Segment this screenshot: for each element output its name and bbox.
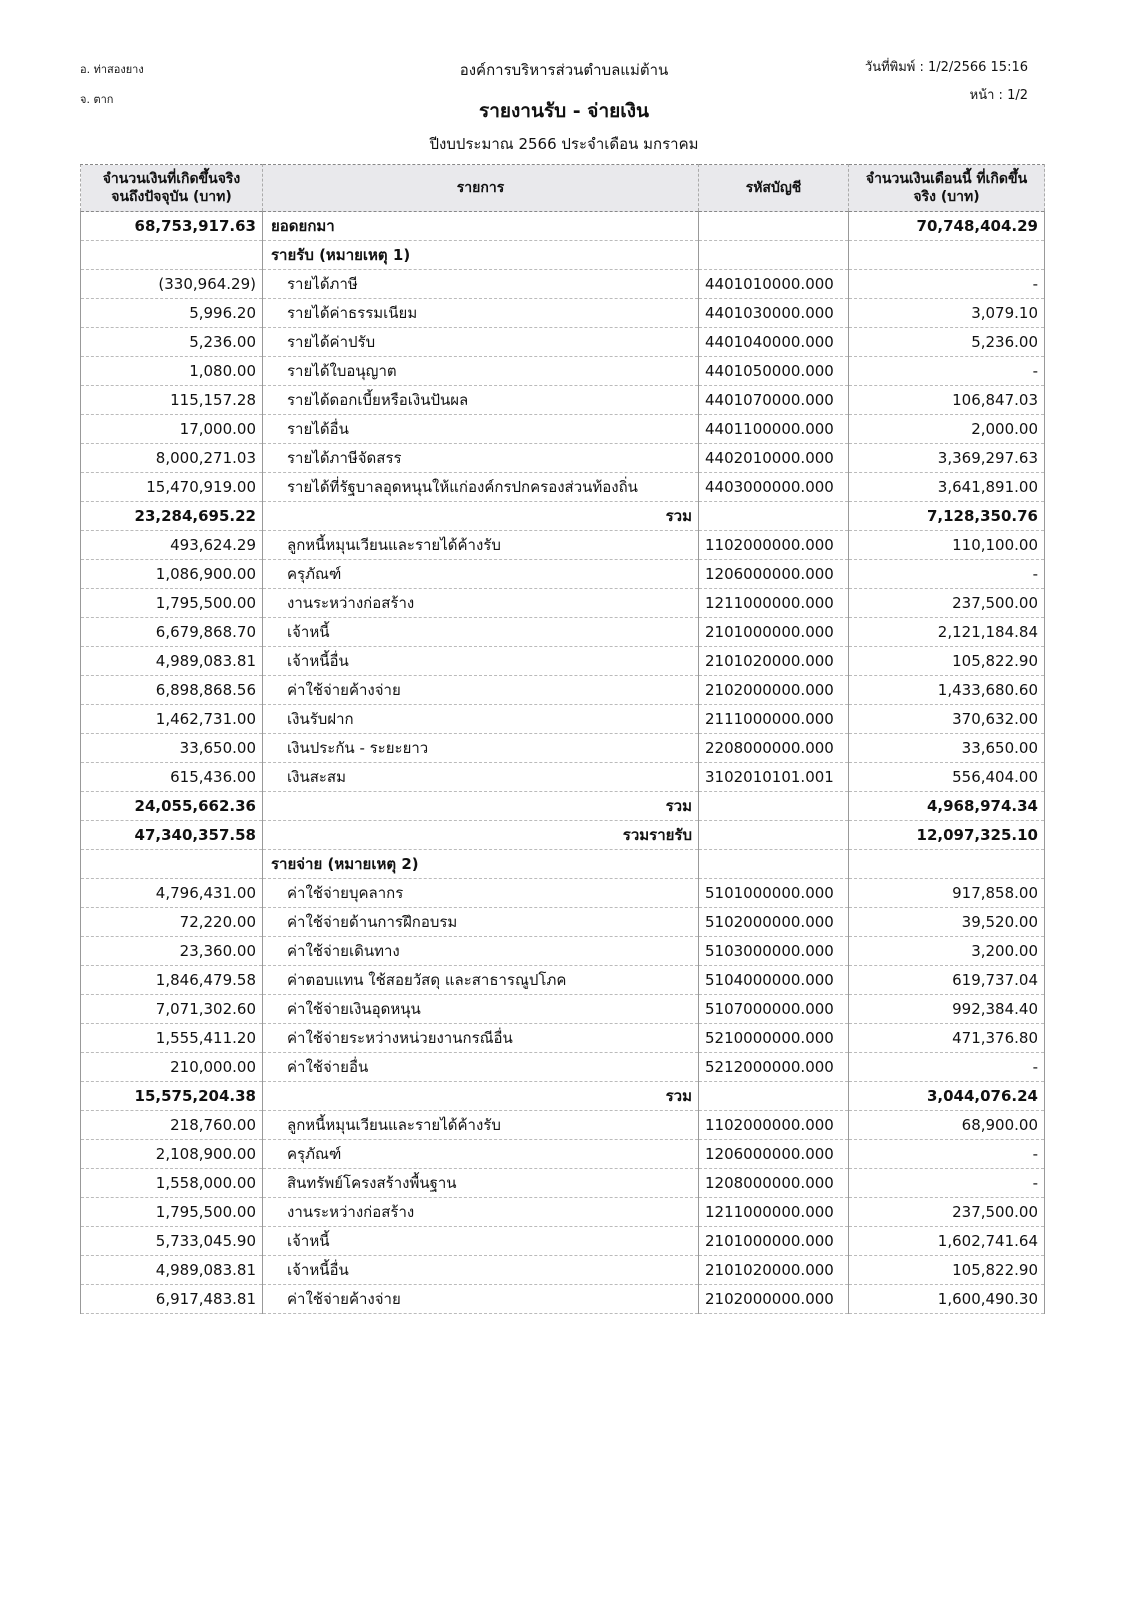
- column-header-actual-to-date: จำนวนเงินที่เกิดขึ้นจริง จนถึงปัจจุบัน (บาท): [81, 165, 263, 212]
- amount-to-date-cell: 33,650.00: [81, 734, 263, 763]
- amount-this-month-cell: 237,500.00: [849, 1198, 1045, 1227]
- district-label: อ. ท่าสองยาง: [80, 63, 144, 76]
- item-name-cell: เจ้าหนี้: [263, 618, 699, 647]
- item-name-cell: รายได้ดอกเบี้ยหรือเงินปันผล: [263, 386, 699, 415]
- table-row: [81, 908, 1045, 937]
- item-name-cell: รวมรายรับ: [263, 821, 699, 850]
- amount-to-date-cell: 1,795,500.00: [81, 589, 263, 618]
- item-name-cell: รายจ่าย (หมายเหตุ 2): [263, 850, 699, 879]
- account-code-cell: 1206000000.000: [699, 1140, 849, 1169]
- table-row: [81, 299, 1045, 328]
- account-code-cell: 2102000000.000: [699, 676, 849, 705]
- amount-to-date-cell: 1,080.00: [81, 357, 263, 386]
- amount-to-date-cell: 4,989,083.81: [81, 1256, 263, 1285]
- amount-this-month-cell: 3,369,297.63: [849, 444, 1045, 473]
- item-name-cell: ค่าใช้จ่ายระหว่างหน่วยงานกรณีอื่น: [263, 1024, 699, 1053]
- amount-this-month-cell: -: [849, 270, 1045, 299]
- item-name-cell: ลูกหนี้หมุนเวียนและรายได้ค้างรับ: [263, 531, 699, 560]
- item-name-cell: ค่าใช้จ่ายค้างจ่าย: [263, 1285, 699, 1314]
- item-name-cell: ยอดยกมา: [263, 212, 699, 241]
- column-header-this-month: จำนวนเงินเดือนนี้ ที่เกิดขึ้นจริง (บาท): [849, 165, 1045, 212]
- table-row: [81, 1024, 1045, 1053]
- amount-this-month-cell: -: [849, 1053, 1045, 1082]
- account-code-cell: 5102000000.000: [699, 908, 849, 937]
- table-row: [81, 618, 1045, 647]
- amount-to-date-cell: (330,964.29): [81, 270, 263, 299]
- item-name-cell: สินทรัพย์โครงสร้างพื้นฐาน: [263, 1169, 699, 1198]
- amount-this-month-cell: 105,822.90: [849, 647, 1045, 676]
- item-name-cell: เจ้าหนี้: [263, 1227, 699, 1256]
- amount-to-date-cell: 68,753,917.63: [81, 212, 263, 241]
- account-code-cell: 3102010101.001: [699, 763, 849, 792]
- account-code-cell: [699, 850, 849, 879]
- amount-to-date-cell: 1,555,411.20: [81, 1024, 263, 1053]
- amount-this-month-cell: 3,641,891.00: [849, 473, 1045, 502]
- table-row: [81, 386, 1045, 415]
- table-row: [81, 1256, 1045, 1285]
- amount-to-date-cell: 15,470,919.00: [81, 473, 263, 502]
- account-code-cell: 1102000000.000: [699, 531, 849, 560]
- account-code-cell: 2101020000.000: [699, 647, 849, 676]
- total-row: [81, 502, 1045, 531]
- table-row: [81, 1140, 1045, 1169]
- amount-to-date-cell: 6,917,483.81: [81, 1285, 263, 1314]
- amount-to-date-cell: 615,436.00: [81, 763, 263, 792]
- item-name-cell: งานระหว่างก่อสร้าง: [263, 589, 699, 618]
- amount-to-date-cell: 5,733,045.90: [81, 1227, 263, 1256]
- table-row: [81, 212, 1045, 241]
- column-header-item: รายการ: [263, 165, 699, 212]
- item-name-cell: เจ้าหนี้อื่น: [263, 647, 699, 676]
- amount-this-month-cell: [849, 241, 1045, 270]
- receipts-payments-table: [80, 164, 1045, 1314]
- account-code-cell: 5104000000.000: [699, 966, 849, 995]
- table-row: [81, 1053, 1045, 1082]
- amount-to-date-cell: 72,220.00: [81, 908, 263, 937]
- item-name-cell: รายได้อื่น: [263, 415, 699, 444]
- table-row: [81, 357, 1045, 386]
- amount-this-month-cell: 4,968,974.34: [849, 792, 1045, 821]
- account-code-cell: 2208000000.000: [699, 734, 849, 763]
- table-row: [81, 328, 1045, 357]
- item-name-cell: รายได้ที่รัฐบาลอุดหนุนให้แก่องค์กรปกครองส่วนท้องถิ่น: [263, 473, 699, 502]
- item-name-cell: รายรับ (หมายเหตุ 1): [263, 241, 699, 270]
- amount-this-month-cell: 619,737.04: [849, 966, 1045, 995]
- amount-to-date-cell: 23,284,695.22: [81, 502, 263, 531]
- item-name-cell: เจ้าหนี้อื่น: [263, 1256, 699, 1285]
- amount-to-date-cell: 4,989,083.81: [81, 647, 263, 676]
- table-row: [81, 560, 1045, 589]
- account-code-cell: [699, 502, 849, 531]
- account-code-cell: [699, 1082, 849, 1111]
- item-name-cell: ครุภัณฑ์: [263, 1140, 699, 1169]
- item-name-cell: ค่าใช้จ่ายบุคลากร: [263, 879, 699, 908]
- table-row: [81, 995, 1045, 1024]
- amount-to-date-cell: 210,000.00: [81, 1053, 263, 1082]
- amount-to-date-cell: 15,575,204.38: [81, 1082, 263, 1111]
- account-code-cell: 4401040000.000: [699, 328, 849, 357]
- item-name-cell: ค่าตอบแทน ใช้สอยวัสดุ และสาธารณูปโภค: [263, 966, 699, 995]
- amount-this-month-cell: 3,200.00: [849, 937, 1045, 966]
- amount-this-month-cell: 7,128,350.76: [849, 502, 1045, 531]
- amount-to-date-cell: 1,795,500.00: [81, 1198, 263, 1227]
- amount-this-month-cell: 3,044,076.24: [849, 1082, 1045, 1111]
- table-row: [81, 444, 1045, 473]
- item-name-cell: รวม: [263, 792, 699, 821]
- amount-this-month-cell: 70,748,404.29: [849, 212, 1045, 241]
- amount-this-month-cell: 471,376.80: [849, 1024, 1045, 1053]
- amount-to-date-cell: 4,796,431.00: [81, 879, 263, 908]
- amount-this-month-cell: 1,433,680.60: [849, 676, 1045, 705]
- account-code-cell: 1206000000.000: [699, 560, 849, 589]
- total-row: [81, 821, 1045, 850]
- item-name-cell: เงินรับฝาก: [263, 705, 699, 734]
- amount-to-date-cell: 1,846,479.58: [81, 966, 263, 995]
- table-row: [81, 270, 1045, 299]
- item-name-cell: รายได้ค่าธรรมเนียม: [263, 299, 699, 328]
- table-row: [81, 966, 1045, 995]
- account-code-cell: 4401050000.000: [699, 357, 849, 386]
- item-name-cell: รายได้ค่าปรับ: [263, 328, 699, 357]
- account-code-cell: 2101000000.000: [699, 618, 849, 647]
- account-code-cell: 2111000000.000: [699, 705, 849, 734]
- amount-this-month-cell: 12,097,325.10: [849, 821, 1045, 850]
- amount-this-month-cell: -: [849, 560, 1045, 589]
- column-header-account-code: รหัสบัญชี: [699, 165, 849, 212]
- amount-this-month-cell: 3,079.10: [849, 299, 1045, 328]
- item-name-cell: ค่าใช้จ่ายด้านการฝึกอบรม: [263, 908, 699, 937]
- account-code-cell: 5103000000.000: [699, 937, 849, 966]
- table-row: [81, 705, 1045, 734]
- table-header-row: [81, 165, 1045, 212]
- total-row: [81, 792, 1045, 821]
- amount-to-date-cell: 1,086,900.00: [81, 560, 263, 589]
- amount-to-date-cell: 1,558,000.00: [81, 1169, 263, 1198]
- account-code-cell: 5212000000.000: [699, 1053, 849, 1082]
- item-name-cell: เงินประกัน - ระยะยาว: [263, 734, 699, 763]
- table-row: [81, 676, 1045, 705]
- account-code-cell: [699, 212, 849, 241]
- amount-this-month-cell: 105,822.90: [849, 1256, 1045, 1285]
- item-name-cell: ครุภัณฑ์: [263, 560, 699, 589]
- amount-this-month-cell: 917,858.00: [849, 879, 1045, 908]
- account-code-cell: 1208000000.000: [699, 1169, 849, 1198]
- amount-to-date-cell: 218,760.00: [81, 1111, 263, 1140]
- section-row: [81, 241, 1045, 270]
- amount-this-month-cell: 106,847.03: [849, 386, 1045, 415]
- amount-to-date-cell: 6,679,868.70: [81, 618, 263, 647]
- amount-to-date-cell: 23,360.00: [81, 937, 263, 966]
- amount-to-date-cell: 5,996.20: [81, 299, 263, 328]
- account-code-cell: 1211000000.000: [699, 1198, 849, 1227]
- account-code-cell: 2101000000.000: [699, 1227, 849, 1256]
- item-name-cell: เงินสะสม: [263, 763, 699, 792]
- table-row: [81, 763, 1045, 792]
- account-code-cell: 2101020000.000: [699, 1256, 849, 1285]
- amount-this-month-cell: 1,600,490.30: [849, 1285, 1045, 1314]
- account-code-cell: 4403000000.000: [699, 473, 849, 502]
- table-row: [81, 1169, 1045, 1198]
- table-row: [81, 531, 1045, 560]
- item-name-cell: รวม: [263, 502, 699, 531]
- account-code-cell: 1211000000.000: [699, 589, 849, 618]
- amount-to-date-cell: [81, 850, 263, 879]
- amount-to-date-cell: 24,055,662.36: [81, 792, 263, 821]
- table-row: [81, 1198, 1045, 1227]
- amount-this-month-cell: -: [849, 357, 1045, 386]
- report-title: รายงานรับ - จ่ายเงิน: [478, 100, 650, 122]
- account-code-cell: 5107000000.000: [699, 995, 849, 1024]
- item-name-cell: ค่าใช้จ่ายเดินทาง: [263, 937, 699, 966]
- amount-to-date-cell: 493,624.29: [81, 531, 263, 560]
- account-code-cell: 2102000000.000: [699, 1285, 849, 1314]
- item-name-cell: ค่าใช้จ่ายอื่น: [263, 1053, 699, 1082]
- table-row: [81, 589, 1045, 618]
- amount-to-date-cell: [81, 241, 263, 270]
- amount-this-month-cell: 237,500.00: [849, 589, 1045, 618]
- amount-this-month-cell: -: [849, 1169, 1045, 1198]
- item-name-cell: รายได้ภาษีจัดสรร: [263, 444, 699, 473]
- amount-to-date-cell: 47,340,357.58: [81, 821, 263, 850]
- account-code-cell: [699, 821, 849, 850]
- amount-this-month-cell: -: [849, 1140, 1045, 1169]
- amount-this-month-cell: 992,384.40: [849, 995, 1045, 1024]
- amount-this-month-cell: [849, 850, 1045, 879]
- amount-to-date-cell: 5,236.00: [81, 328, 263, 357]
- report-subtitle: ปีงบประมาณ 2566 ประจำเดือน มกราคม: [429, 135, 699, 153]
- table-body: [81, 212, 1045, 1314]
- account-code-cell: [699, 792, 849, 821]
- account-code-cell: [699, 241, 849, 270]
- amount-this-month-cell: 1,602,741.64: [849, 1227, 1045, 1256]
- amount-to-date-cell: 17,000.00: [81, 415, 263, 444]
- amount-this-month-cell: 68,900.00: [849, 1111, 1045, 1140]
- amount-to-date-cell: 1,462,731.00: [81, 705, 263, 734]
- account-code-cell: 5210000000.000: [699, 1024, 849, 1053]
- page-number: หน้า : 1/2: [969, 88, 1028, 103]
- item-name-cell: ลูกหนี้หมุนเวียนและรายได้ค้างรับ: [263, 1111, 699, 1140]
- item-name-cell: รายได้ใบอนุญาต: [263, 357, 699, 386]
- amount-this-month-cell: 370,632.00: [849, 705, 1045, 734]
- amount-this-month-cell: 39,520.00: [849, 908, 1045, 937]
- item-name-cell: ค่าใช้จ่ายค้างจ่าย: [263, 676, 699, 705]
- amount-this-month-cell: 5,236.00: [849, 328, 1045, 357]
- province-label: จ. ตาก: [80, 93, 114, 106]
- account-code-cell: 1102000000.000: [699, 1111, 849, 1140]
- item-name-cell: รายได้ภาษี: [263, 270, 699, 299]
- amount-to-date-cell: 2,108,900.00: [81, 1140, 263, 1169]
- total-row: [81, 1082, 1045, 1111]
- account-code-cell: 4402010000.000: [699, 444, 849, 473]
- table-row: [81, 879, 1045, 908]
- amount-this-month-cell: 2,121,184.84: [849, 618, 1045, 647]
- account-code-cell: 4401010000.000: [699, 270, 849, 299]
- table-row: [81, 647, 1045, 676]
- table-row: [81, 1227, 1045, 1256]
- amount-to-date-cell: 6,898,868.56: [81, 676, 263, 705]
- table-row: [81, 1111, 1045, 1140]
- account-code-cell: 5101000000.000: [699, 879, 849, 908]
- account-code-cell: 4401100000.000: [699, 415, 849, 444]
- print-date: วันที่พิมพ์ : 1/2/2566 15:16: [864, 60, 1028, 75]
- table-row: [81, 734, 1045, 763]
- item-name-cell: รวม: [263, 1082, 699, 1111]
- table-row: [81, 415, 1045, 444]
- amount-this-month-cell: 556,404.00: [849, 763, 1045, 792]
- account-code-cell: 4401030000.000: [699, 299, 849, 328]
- amount-to-date-cell: 8,000,271.03: [81, 444, 263, 473]
- section-row: [81, 850, 1045, 879]
- amount-to-date-cell: 7,071,302.60: [81, 995, 263, 1024]
- amount-to-date-cell: 115,157.28: [81, 386, 263, 415]
- amount-this-month-cell: 2,000.00: [849, 415, 1045, 444]
- organization-name: องค์การบริหารส่วนตำบลแม่ต้าน: [459, 61, 669, 79]
- table-row: [81, 1285, 1045, 1314]
- account-code-cell: 4401070000.000: [699, 386, 849, 415]
- amount-this-month-cell: 110,100.00: [849, 531, 1045, 560]
- amount-this-month-cell: 33,650.00: [849, 734, 1045, 763]
- item-name-cell: ค่าใช้จ่ายเงินอุดหนุน: [263, 995, 699, 1024]
- table-row: [81, 937, 1045, 966]
- table-row: [81, 473, 1045, 502]
- item-name-cell: งานระหว่างก่อสร้าง: [263, 1198, 699, 1227]
